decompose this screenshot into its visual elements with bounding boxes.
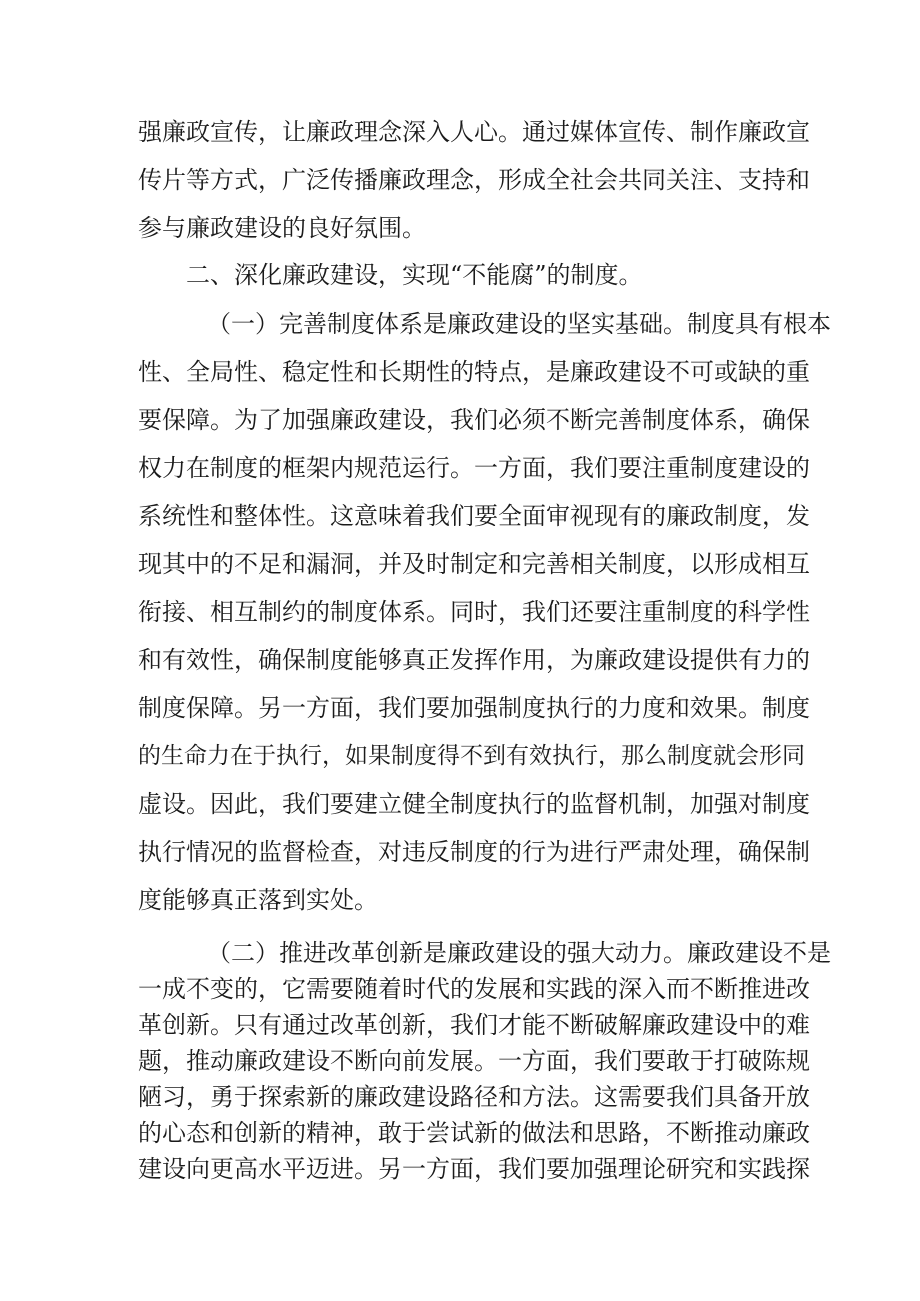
paragraph-line: 权力在制度的框架内规范运行。一方面，我们要注重制度建设的 <box>138 454 810 482</box>
paragraph-line: 虚设。因此，我们要建立健全制度执行的监督机制，加强对制度 <box>138 790 810 818</box>
paragraph-line: （二）推进改革创新是廉政建设的强大动力。廉政建设不是 <box>207 939 831 967</box>
paragraph-line: 执行情况的监督检查，对违反制度的行为进行严肃处理，确保制 <box>138 838 810 866</box>
paragraph-line: 和有效性，确保制度能够真正发挥作用，为廉政建设提供有力的 <box>138 646 810 674</box>
paragraph-line: 一成不变的，它需要随着时代的发展和实践的深入而不断推进改 <box>138 975 810 1003</box>
intro-line: 参与廉政建设的良好氛围。 <box>138 214 426 242</box>
paragraph-line: 度能够真正落到实处。 <box>138 886 378 914</box>
intro-line: 强廉政宣传，让廉政理念深入人心。通过媒体宣传、制作廉政宣 <box>138 118 810 146</box>
paragraph-line: 衔接、相互制约的制度体系。同时，我们还要注重制度的科学性 <box>138 598 810 626</box>
paragraph-line: 要保障。为了加强廉政建设，我们必须不断完善制度体系，确保 <box>138 406 810 434</box>
paragraph-line: 题，推动廉政建设不断向前发展。一方面，我们要敢于打破陈规 <box>138 1047 810 1075</box>
paragraph-line: 的心态和创新的精神，敢于尝试新的做法和思路，不断推动廉政 <box>138 1119 810 1147</box>
paragraph-line: 建设向更高水平迈进。另一方面，我们要加强理论研究和实践探 <box>138 1155 810 1183</box>
paragraph-line: 性、全局性、稳定性和长期性的特点，是廉政建设不可或缺的重 <box>138 358 810 386</box>
paragraph-line: 陋习，勇于探索新的廉政建设路径和方法。这需要我们具备开放 <box>138 1083 810 1111</box>
paragraph-line: 系统性和整体性。这意味着我们要全面审视现有的廉政制度，发 <box>138 502 810 530</box>
paragraph-line: （一）完善制度体系是廉政建设的坚实基础。制度具有根本 <box>207 310 831 338</box>
section-heading: 二、深化廉政建设，实现“不能腐”的制度。 <box>186 261 643 289</box>
intro-line: 传片等方式，广泛传播廉政理念，形成全社会共同关注、支持和 <box>138 166 810 194</box>
paragraph-line: 革创新。只有通过改革创新，我们才能不断破解廉政建设中的难 <box>138 1011 810 1039</box>
paragraph-line: 的生命力在于执行，如果制度得不到有效执行，那么制度就会形同 <box>138 743 805 769</box>
paragraph-line: 制度保障。另一方面，我们要加强制度执行的力度和效果。制度 <box>138 694 810 722</box>
paragraph-line: 现其中的不足和漏洞，并及时制定和完善相关制度，以形成相互 <box>138 550 810 578</box>
